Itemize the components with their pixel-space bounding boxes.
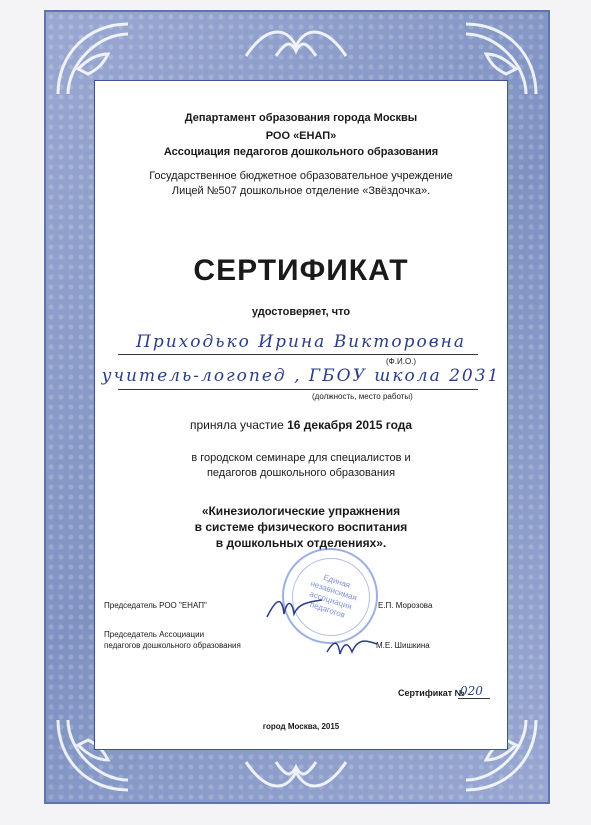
- position-underline: [118, 389, 478, 390]
- certificate-number: 020: [460, 684, 483, 698]
- bottom-center-ornament: [236, 752, 356, 802]
- topic-line-1: «Кинезиологические упражнения: [201, 504, 401, 518]
- name-caption: (Ф.И.О.): [386, 357, 417, 366]
- signature-1: [262, 592, 332, 622]
- chair2-label-line-2: педагогов дошкольного образования: [104, 641, 241, 650]
- city-year: город Москва, 2015: [262, 722, 340, 731]
- participation-date: 16 декабря 2015 года: [287, 418, 413, 432]
- chair2-label-line-1: Председатель Ассоциации: [104, 630, 205, 639]
- certifies-text: удостоверяет, что: [251, 306, 351, 318]
- association-name: Ассоциация педагогов дошкольного образования: [163, 146, 439, 158]
- stamp-text: Единая независимая ассоциация педагогов: [308, 572, 359, 620]
- recipient-name: Приходько Ирина Викторовна: [136, 332, 466, 352]
- participation-prefix: приняла участие: [189, 418, 284, 432]
- signature-2: [322, 632, 382, 662]
- chair2-name: М.Е. Шишкина: [376, 641, 430, 650]
- department-heading: Департамент образования города Москвы: [184, 112, 418, 124]
- participation-line: [94, 418, 508, 432]
- topic-line-3: в дошкольных отделениях».: [215, 536, 387, 550]
- certificate-number-label: Сертификат №: [398, 688, 465, 698]
- top-center-ornament: [236, 16, 356, 66]
- name-underline: [118, 354, 478, 355]
- event-line-2: педагогов дошкольного образования: [206, 467, 396, 479]
- institution-line-2: Лицей №507 дошкольное отделение «Звёздочка».: [171, 185, 431, 197]
- institution-line-1: Государственное бюджетное образовательное учреждение: [149, 170, 453, 182]
- event-line-1: в городском семинаре для специалистов и: [191, 452, 411, 464]
- topic-line-2: в системе физического воспитания: [194, 520, 408, 534]
- certificate-title: СЕРТИФИКАТ: [193, 254, 409, 287]
- position-caption: (должность, место работы): [312, 392, 413, 401]
- recipient-position: учитель-логопед , ГБОУ школа 2031: [101, 366, 501, 386]
- certificate-number-underline: [458, 698, 490, 699]
- chair1-name: Е.П. Морозова: [378, 601, 433, 610]
- chair1-label: Председатель РОО "ЕНАП": [104, 601, 207, 610]
- org-short-name: РОО «ЕНАП»: [265, 130, 337, 142]
